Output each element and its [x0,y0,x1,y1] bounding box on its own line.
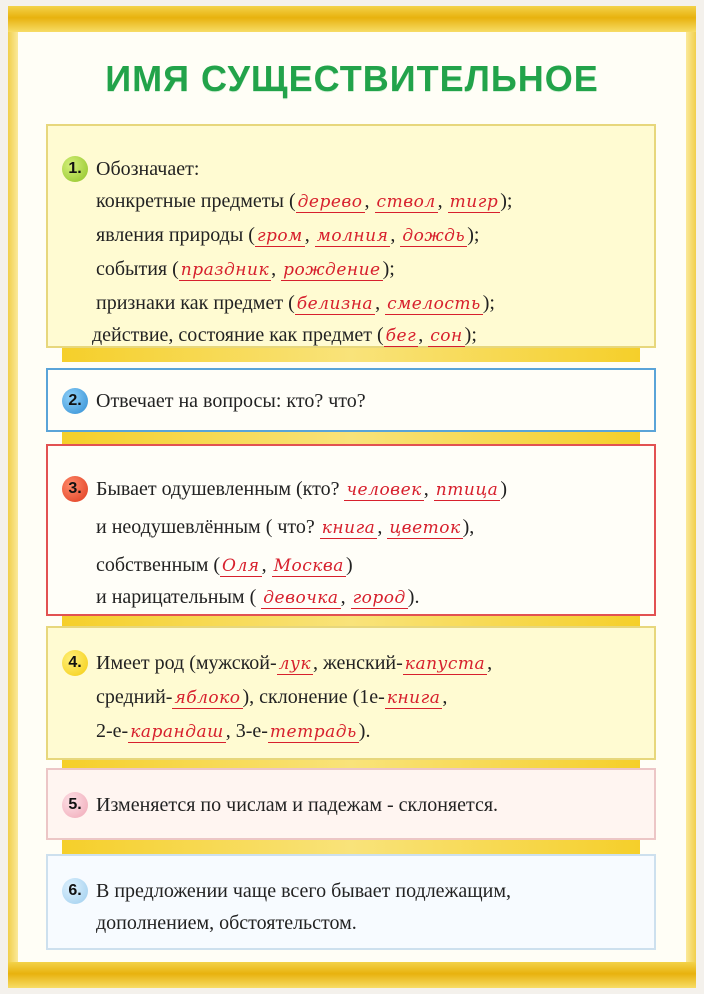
common-noun-line: и нарицательным ( девочка , город ). [96,586,420,608]
example-word: лук [278,654,311,674]
section-4-box [46,626,656,760]
section-6-line-2: дополнением, обстоятельстом. [96,912,357,934]
section-5-box [46,768,656,840]
section-2-text: Отвечает на вопросы: кто? что? [96,390,366,412]
section-number-badge: 5. [62,792,88,818]
example-word: смелость [387,294,481,314]
declension-line-2: 2-е- карандаш , 3-е- тетрадь ). [96,720,371,742]
section-number-badge: 1. [62,156,88,182]
gold-top-bar [8,6,696,32]
example-word: тигр [449,192,499,212]
example-word: дерево [297,192,363,212]
gold-right-frame [686,32,696,962]
example-word: молния [316,226,389,246]
section-6-line-1: В предложении чаще всего бывает подлежащим, [96,880,511,902]
example-word: книга [321,518,376,538]
example-word: человек [346,480,422,500]
example-word: капуста [404,654,486,674]
gold-left-frame [8,32,18,962]
example-word: птица [435,480,499,500]
example-word: белизна [296,294,374,314]
section-number-badge: 2. [62,388,88,414]
example-word: цветок [389,518,461,538]
example-word: ствол [376,192,436,212]
example-word: дождь [402,226,466,246]
meaning-line-attributes: признаки как предмет ( белизна , смелость ); [96,292,495,314]
section-2-box [46,368,656,432]
declension-line: средний- яблоко ), склонение (1е- книга , [96,686,448,708]
poster [8,6,696,988]
section-5-text: Изменяется по числам и падежам - склоняется. [96,794,499,816]
example-word: книга [386,688,441,708]
meaning-line-actions: действие, состояние как предмет ( бег , сон ); [92,324,477,346]
animate-line: Бывает одушевленным (кто? человек , птица ) [96,478,507,500]
section-3-box [46,444,656,616]
poster-title: ИМЯ СУЩЕСТВИТЕЛЬНОЕ [105,58,599,99]
example-word: карандаш [130,722,224,742]
example-word: Оля [222,556,260,576]
example-word: рождение [283,260,381,280]
proper-noun-line: собственным ( Оля , Москва ) [96,554,353,576]
section-number-badge: 6. [62,878,88,904]
example-word: город [352,588,406,608]
example-word: девочка [263,588,339,608]
section-1-intro: Обозначает: [96,158,200,180]
section-6-box [46,854,656,950]
section-1-box [46,124,656,348]
gold-bottom-bar [8,962,696,988]
gender-line: Имеет род (мужской- лук , женский- капуста , [96,652,493,674]
meaning-line-nature: явления природы ( гром , молния , дождь ); [96,224,480,246]
example-word: праздник [180,260,270,280]
meaning-line-events: события ( праздник , рождение ); [96,258,395,280]
meaning-line-concrete-objects: конкретные предметы ( дерево , ствол , тигр ); [96,190,513,212]
example-word: гром [256,226,303,246]
example-word: яблоко [174,688,241,708]
section-number-badge: 4. [62,650,88,676]
section-number-badge: 3. [62,476,88,502]
example-word: бег [385,326,417,346]
inanimate-line: и неодушевлённым ( что? книга , цветок ), [96,516,475,538]
example-word: Москва [273,556,344,576]
example-word: сон [430,326,463,346]
example-word: тетрадь [269,722,357,742]
